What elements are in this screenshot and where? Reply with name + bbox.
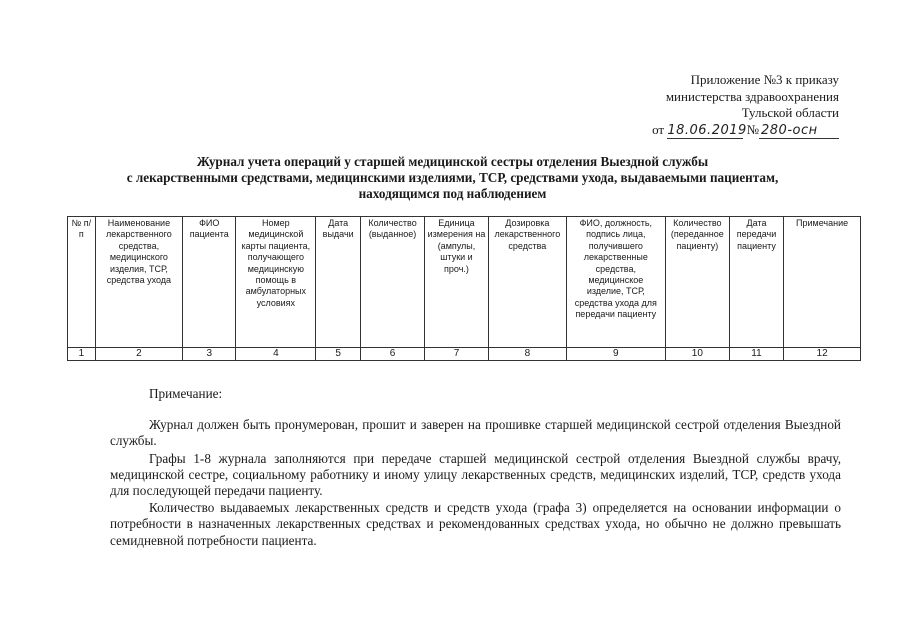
appendix-line-2: министерства здравоохранения [665,88,839,104]
col-number-5: 5 [316,348,361,361]
title-line-3: находящимся под наблюдением [358,186,547,201]
order-number: 280-осн [759,124,839,139]
col-number-2: 2 [95,348,182,361]
col-number-12: 12 [784,348,861,361]
col-number-11: 11 [729,348,783,361]
col-header-10: Количество (переданное пациенту) [665,217,729,348]
table-number-row [68,348,861,361]
col-header-9: ФИО, должность, подпись лица, получившего лекарственные средства, медицинское изделие, ТСР, средства ухода для передачи пациенту [566,217,665,348]
order-date: 18.06.2019 [667,122,747,138]
col-header-4: Номер медицинской карты пациента, получающего медицинскую помощь в амбулаторных условиях [236,217,316,348]
col-header-7: Единица измерения на (ампулы, штуки и проч.) [425,217,489,348]
col-number-7: 7 [425,348,489,361]
order-date-number [652,122,839,139]
appendix-header [652,72,839,139]
date-prefix: от [652,121,665,137]
col-header-11: Дата передачи пациенту [729,217,783,348]
col-number-10: 10 [665,348,729,361]
journal-table [67,216,861,361]
table-header-row [68,217,861,348]
col-number-8: 8 [488,348,566,361]
notes-section [110,386,841,550]
col-header-1: № п/п [68,217,96,348]
number-prefix: № [746,121,759,137]
journal-title [60,154,845,202]
col-number-1: 1 [68,348,96,361]
col-number-4: 4 [236,348,316,361]
note-paragraph-2: Графы 1-8 журнала заполняются при передаче старшей медицинской сестрой отделения Выездной службы врачу, медицинской сестре, социальному работнику и иному улицу лекарственных средств, медицинских изделий, ТСР, средств ухода для последующей передачи пациенту. [110,450,841,499]
appendix-line-1: Приложение №3 к приказу [690,72,839,87]
title-line-1: Журнал учета операций у старшей медицинской сестры отделения Выездной службы [196,154,709,169]
col-header-2: Наименование лекарственного средства, медицинского изделия, ТСР, средства ухода [95,217,182,348]
col-header-8: Дозировка лекарственного средства [488,217,566,348]
title-line-2: с лекарственными средствами, медицинскими изделиями, ТСР, средствами ухода, выдаваемыми пациентам, [126,170,779,185]
col-number-3: 3 [183,348,236,361]
col-header-3: ФИО пациента [183,217,236,348]
col-header-6: Количество (выданное) [361,217,425,348]
appendix-line-3: Тульской области [741,105,839,120]
note-paragraph-1: Журнал должен быть пронумерован, прошит и заверен на прошивке старшей медицинской сестрой отделения Выездной службы. [110,417,841,449]
col-number-6: 6 [361,348,425,361]
notes-heading: Примечание: [149,386,223,401]
col-header-5: Дата выдачи [316,217,361,348]
note-paragraph-3: Количество выдаваемых лекарственных средств и средств ухода (графа 3) определяется на основании информации о потребности в назначенных лекарственных средствах и рекомендованных средствах ухода, но обычно не должно превышать семидневной потребности пациента. [110,500,841,548]
col-number-9: 9 [566,348,665,361]
col-header-12: Примечание [784,217,861,348]
